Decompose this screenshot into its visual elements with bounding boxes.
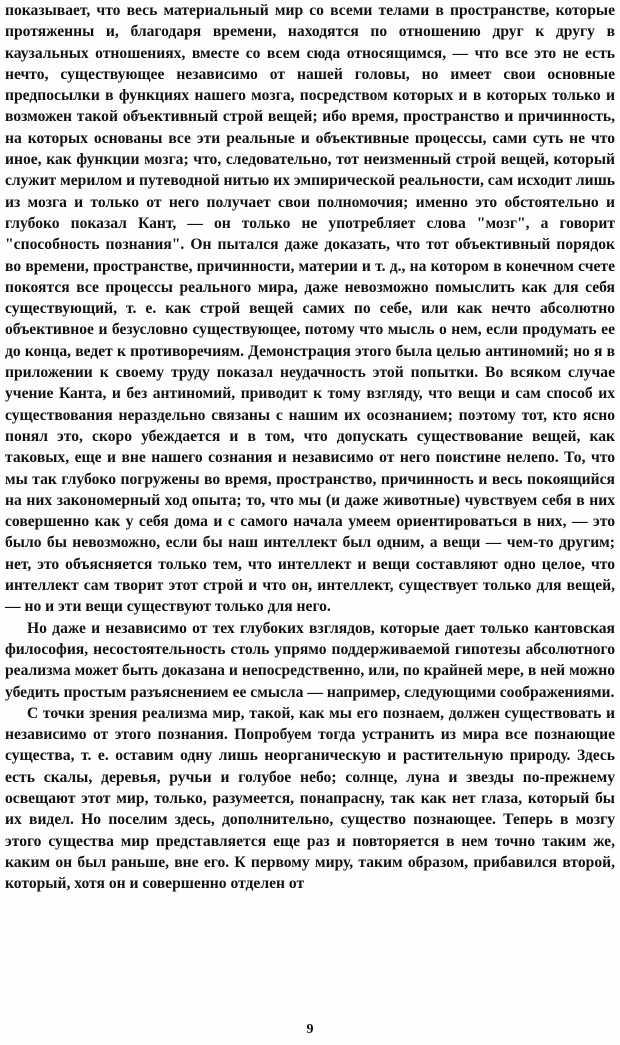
paragraph-2: Но даже и независимо от тех глубоких взглядов, которые дает только кантовская философия, несостоятельность столь упрямо поддерживаемой гипотезы абсолютного реализма может быть доказана и непосредственно, или, по крайней мере, в ней можно убедить простым разъяснением ее смысла — например, следующими соображениями. (5, 619, 615, 701)
page-number: 9 (306, 1022, 314, 1037)
paragraph-3: С точки зрения реализма мир, такой, как мы его познаем, должен существовать и независимо от этого познания. Попробуем тогда устранить из мира все познающие существа, т. е. оставим одну лишь неорганическую и растительную природу. Здесь есть скалы, деревья, ручьи и голубое небо; солнце, луна и звезды по-прежнему освещают этот мир, только, разумеется, понапрасну, так как нет глаза, который бы их видел. Но поселим здесь, дополнительно, существо познающее. Теперь в мозгу этого существа мир представляется еще раз и повторяется в нем точно таким же, каким он был раньше, вне его. К первому миру, таким образом, прибавился второй, который, хотя он и совершенно отделен от (5, 704, 615, 893)
page-body (5, 0, 615, 894)
paragraph-1: показывает, что весь материальный мир со всеми телами в пространстве, которые протяженны и, благодаря времени, находятся по отношению друг к другу в каузальных отношениях, вместе со всем сюда относящимся, — что все это не есть нечто, существующее независимо от нашей головы, но имеет свои основные предпосылки в функциях нашего мозга, посредством которых и в которых только и возможен такой объективный строй вещей; ибо время, пространство и причинность, на которых основаны все эти реальные и объективные процессы, сами суть не что иное, как функции мозга; что, следовательно, тот неизменный строй вещей, который служит мерилом и путеводной нитью их эмпирической реальности, сам исходит лишь из мозга и только от него получает свои полномочия; именно это обстоятельно и глубоко показал Кант, — он только не употребляет слова "мозг", а говорит "способность познания". Он пытался даже доказать, что тот объективный порядок во времени, пространстве, причинности, материи и т. д., на котором в конечном счете покоятся все процессы реального мира, даже невозможно помыслить как для себя существующий, т. е. как строй вещей самих по себе, или как нечто абсолютно объективное и безусловно существующее, потому что мысль о нем, если продумать ее до конца, ведет к противоречиям. Демонстрация этого была целью антиномий; но я в приложении к своему труду показал неудачность этой попытки. Во всяком случае учение Канта, и без антиномий, приводит к тому взгляду, что вещи и сам способ их существования нераздельно связаны с нашим их осознанием; поэтому тот, кто ясно понял это, скоро убеждается и в том, что допускать существование вещей, как таковых, еще и вне нашего сознания и независимо от него поистине нелепо. То, что мы так глубоко погружены во время, пространство, причинность и весь покоящийся на них закономерный ход опыта; то, что мы (и даже животные) чувствуем себя в них совершенно как у себя дома и с самого начала умеем ориентироваться в них, — это было бы невозможно, если бы наш интеллект был одним, а вещи — чем-то другим; нет, это объясняется только тем, что интеллект и вещи составляют одно целое, что интеллект сам творит этот строй и что он, интеллект, существует только для вещей, — но и эти вещи существуют только для него. (5, 2, 615, 616)
